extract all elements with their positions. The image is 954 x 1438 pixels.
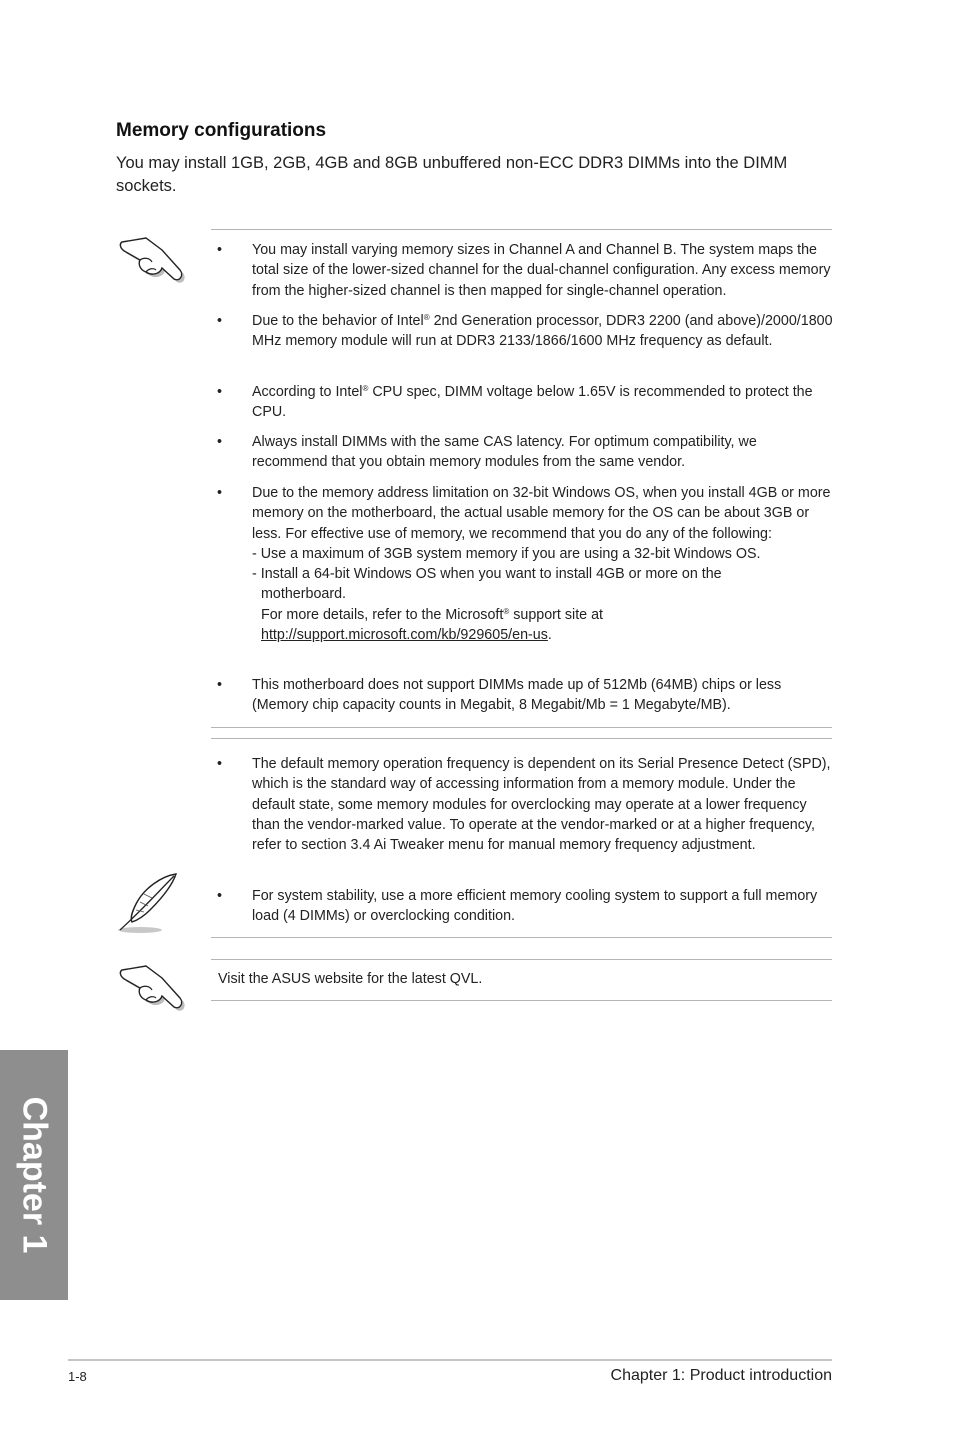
note-text: Due to the behavior of Intel® 2nd Generation processor, DDR3 2200 (and above)/2000/1800 MHz memory module will run at DDR3 2133/1866/1600 MHz frequency as default.	[252, 313, 833, 350]
bullet: •	[217, 384, 223, 400]
note-text: For system stability, use a more efficient memory cooling system to support a full memory load (4 DIMMs) or overclocking condition.	[252, 888, 818, 925]
memory-tips-box	[211, 738, 832, 938]
sub-item: - Install a 64-bit Windows OS when you want to install 4GB or more on the	[252, 566, 722, 583]
note-text: According to Intel® CPU spec, DIMM voltage below 1.65V is recommended to protect the CPU.	[252, 384, 813, 421]
bullet: •	[217, 313, 223, 329]
note-text: Always install DIMMs with the same CAS latency. For optimum compatibility, we recommend that you obtain memory modules from the same vendor.	[252, 434, 757, 471]
memory-notes-box	[211, 229, 832, 728]
bullet: •	[217, 485, 223, 501]
bullet: •	[217, 242, 223, 258]
note-text: This motherboard does not support DIMMs made up of 512Mb (64MB) chips or less (Memory chip capacity counts in Megabit, 8 Megabit/Mb = 1 Megabyte/MB).	[252, 677, 782, 714]
feather-quill-icon	[114, 870, 184, 936]
chapter-side-tab	[0, 1050, 68, 1300]
section-intro: You may install 1GB, 2GB, 4GB and 8GB unbuffered non-ECC DDR3 DIMMs into the DIMM sockets.	[116, 154, 788, 195]
qvl-note-text: Visit the ASUS website for the latest QVL.	[218, 971, 483, 987]
bullet: •	[217, 756, 223, 772]
section-heading: Memory configurations	[116, 120, 327, 141]
bullet: •	[217, 888, 223, 904]
microsoft-support-link[interactable]: http://support.microsoft.com/kb/929605/en-us	[261, 627, 548, 644]
footer-divider	[68, 1359, 832, 1361]
bullet: •	[217, 434, 223, 450]
chapter-tab-label: Chapter 1	[15, 1096, 54, 1254]
sub-item: - Use a maximum of 3GB system memory if you are using a 32-bit Windows OS.	[252, 545, 761, 562]
hand-note-icon	[116, 230, 188, 286]
bullet: •	[217, 677, 223, 693]
note-text: You may install varying memory sizes in Channel A and Channel B. The system maps the total size of the lower-sized channel for the dual-channel configuration. Any excess memory from the higher-sized channel is then mapped for single-channel operation.	[252, 242, 831, 299]
registered-mark: ®	[503, 606, 510, 616]
registered-mark: ®	[362, 384, 369, 393]
link-line: http://support.microsoft.com/kb/929605/en-us.	[261, 627, 552, 644]
note-text: The default memory operation frequency is dependent on its Serial Presence Detect (SPD), which is the standard way of accessing information from a memory module. Under the default state, some memory modules for overclocking may operate at a lower frequency than the vendor-marked value. To operate at the vendor-marked or at a higher frequency, refer to section 3.4 Ai Tweaker menu for manual memory frequency adjustment.	[252, 756, 831, 854]
registered-mark: ®	[423, 313, 430, 322]
qvl-note-box	[211, 959, 832, 1001]
footer-chapter-title: Chapter 1: Product introduction	[610, 1367, 832, 1384]
page-number: 1-8	[68, 1369, 87, 1384]
more-details: For more details, refer to the Microsoft® support site at	[261, 606, 604, 623]
sub-item-continued: motherboard.	[261, 586, 347, 603]
note-text: Due to the memory address limitation on 32-bit Windows OS, when you install 4GB or more memory on the motherboard, the actual usable memory for the OS can be about 3GB or less. For effective use of memory, we recommend that you do any of the following: - Use a maximum of 3GB system memory if you are using a 32-bit Windows OS. - Install a 64-bit Windows OS when you want to install 4GB or more on the motherboard. For more details, refer to the Microsoft® support site at http://support.microsoft.com/kb/929605/en-us.	[252, 483, 834, 645]
hand-note-icon	[116, 958, 188, 1014]
